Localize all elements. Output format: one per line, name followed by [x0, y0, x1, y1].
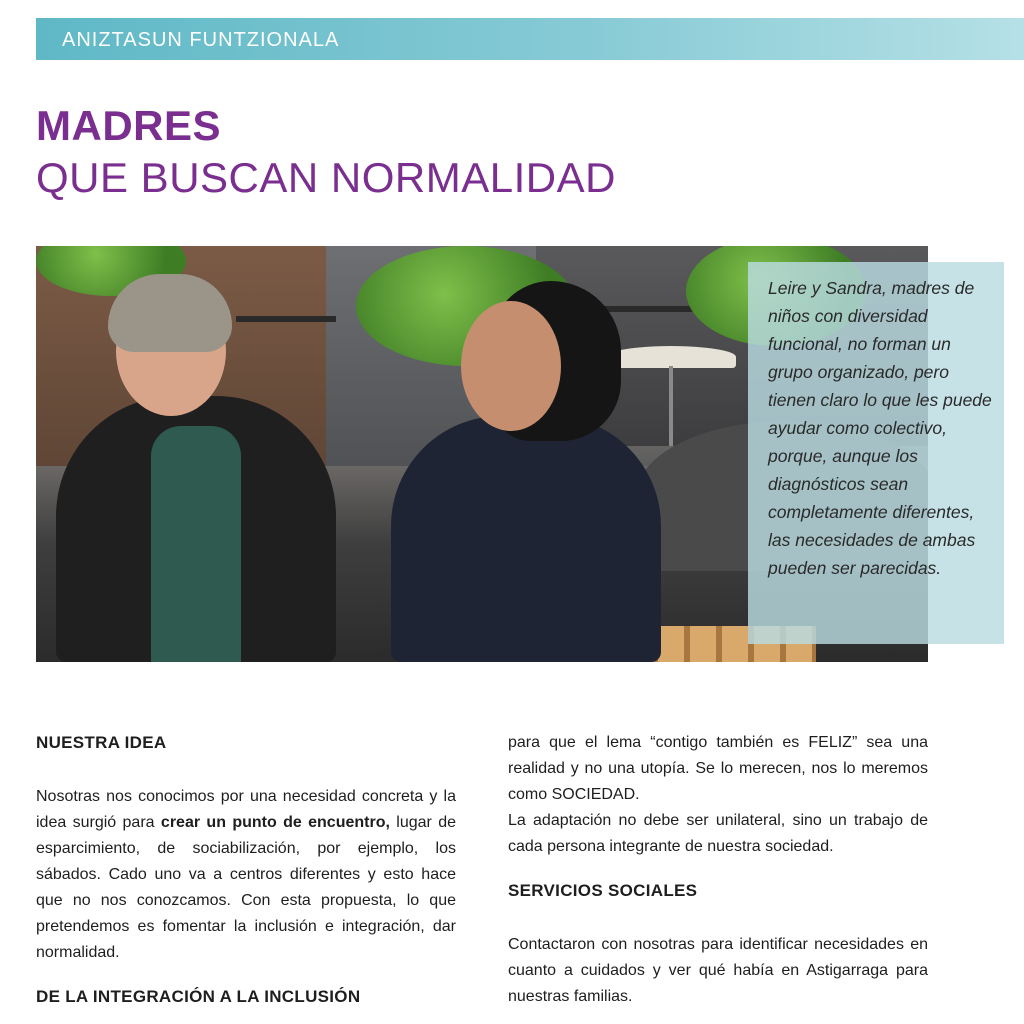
heading-servicios-sociales: SERVICIOS SOCIALES	[508, 881, 698, 900]
photo-caption-box	[748, 262, 1004, 644]
photo-umbrella-pole	[669, 366, 673, 446]
section-banner-label: ANIZTASUN FUNTZIONALA	[62, 29, 340, 51]
paragraph-nuestra-idea	[36, 784, 456, 966]
right-column	[508, 730, 928, 1010]
photo-person-right	[391, 416, 661, 662]
photo-umbrella	[606, 346, 736, 368]
paragraph-text: lugar de esparcimiento, de sociabilización, por ejemplo, los sábados. Cado uno va a centros diferentes y esto hace que no nos conozcamos. Con esta propuesta, lo que pretendemos es fomentar la inclusión e integración, dar normalidad.	[36, 814, 457, 961]
paragraph-text: Nosotras nos conocimos por una necesidad concreta y la idea surgió para	[36, 788, 456, 831]
article-title-main: MADRES	[36, 102, 222, 149]
photo-balcony	[236, 316, 336, 322]
photo-caption: Leire y Sandra, madres de niños con diversidad funcional, no forman un grupo organizado, pero tienen claro lo que les puede ayudar como colectivo, porque, aunque los diagnósticos sean completamente diferentes, las necesidades de ambas pueden ser parecidas.	[768, 278, 992, 578]
paragraph-bold-text: crear un punto de encuentro,	[160, 814, 390, 831]
paragraph-adaptacion: La adaptación no debe ser unilateral, sino un trabajo de cada persona integrante de nuestra sociedad.	[508, 812, 928, 855]
photo-person-left-hair	[108, 274, 232, 352]
left-column	[36, 730, 456, 1010]
article-title-sub: QUE BUSCAN NORMALIDAD	[36, 154, 616, 201]
heading-integracion-inclusion: DE LA INTEGRACIÓN A LA INCLUSIÓN	[36, 987, 361, 1006]
paragraph-servicios-sociales: Contactaron con nosotras para identificar necesidades en cuanto a cuidados y ver qué había en Astigarraga para nuestras familias.	[508, 936, 928, 1005]
heading-nuestra-idea: NUESTRA IDEA	[36, 733, 167, 752]
section-banner	[36, 18, 1024, 60]
photo-person-left-shirt	[151, 426, 241, 662]
photo-person-right-face	[461, 301, 561, 431]
paragraph-lema: para que el lema “contigo también es FELIZ” sea una realidad y no una utopía. Se lo merecen, nos lo meremos como SOCIEDAD.	[508, 734, 928, 803]
